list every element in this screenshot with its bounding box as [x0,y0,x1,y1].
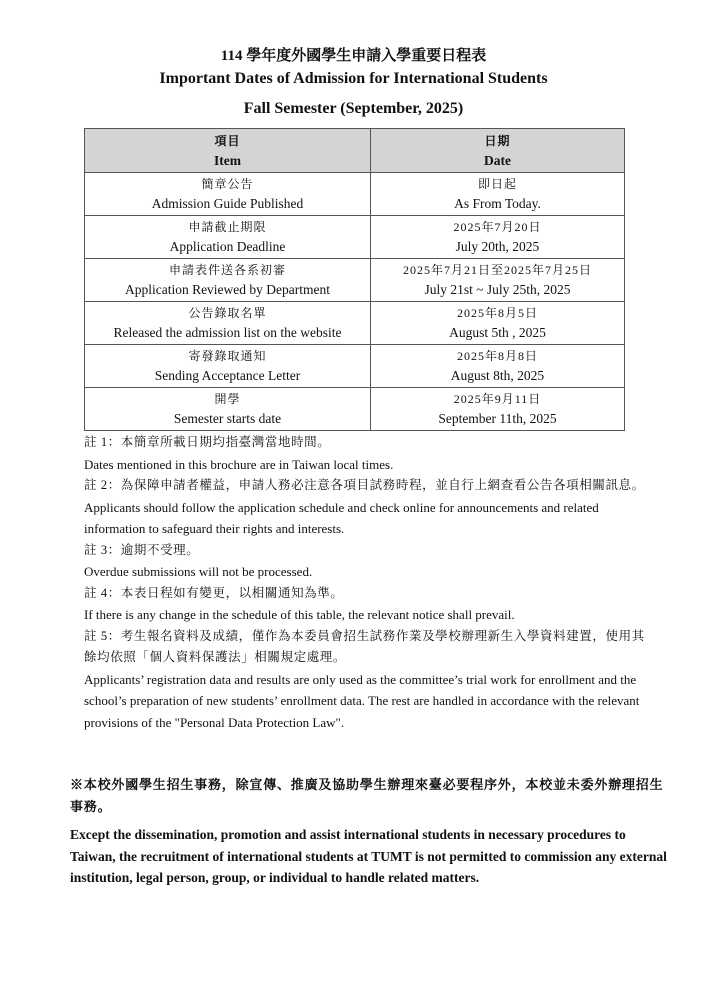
item-cell [85,216,371,259]
date-zh: 2025年8月5日 [456,306,538,320]
date-en: August 5th , 2025 [449,325,546,340]
date-en: August 8th, 2025 [450,368,545,383]
note-5-en: Applicants’ registration data and results are only used as the committee’s trial work for enrollment and the school’s preparation of new students’ enrollment data. The rest are handled in accordance with the relevant provisions of the "Personal Data Protection Law". [84,671,640,730]
date-cell [371,216,625,259]
schedule-table [84,128,625,431]
table-row [85,173,625,216]
item-cell [85,388,371,431]
item-cell [85,302,371,345]
item-zh: 簡章公告 [201,177,254,191]
date-zh: 2025年9月11日 [453,392,542,406]
note-2-en: Applicants should follow the application schedule and check online for announcements and related information to safeguard their rights and interests. [84,499,599,536]
date-cell [371,388,625,431]
item-cell [85,173,371,216]
date-en: September 11th, 2025 [438,411,557,426]
disclaimer-en: Except the dissemination, promotion and assist international students in necessary procedures to Taiwan, the recruitment of international students at TUMT is not permitted to commission any external institution, legal person, group, or individual to handle related matters. [70,827,667,885]
note-4-zh: 註 4：本表日程如有變更，以相關通知為準。 [84,585,344,600]
item-zh: 申請表件送各系初審 [168,263,286,277]
disclaimer-section [70,774,670,889]
note-1-en: Dates mentioned in this brochure are in Taiwan local times. [84,456,394,472]
date-en: As From Today. [454,196,541,211]
item-cell [85,259,371,302]
date-zh: 2025年7月20日 [453,220,542,234]
table-row [85,216,625,259]
column-header-zh: 日期 [484,133,511,148]
table-row [85,302,625,345]
date-en: July 20th, 2025 [455,239,540,254]
table-header-row [85,129,625,173]
item-en: Released the admission list on the website [113,325,342,340]
table-row [85,259,625,302]
item-zh: 公告錄取名單 [188,306,267,320]
date-cell [371,302,625,345]
title-english: Important Dates of Admission for International Students [159,70,548,87]
table-row [85,345,625,388]
item-en: Semester starts date [173,411,282,426]
date-zh: 2025年8月8日 [456,349,538,363]
item-zh: 開學 [214,392,241,406]
column-header-zh: 項目 [214,133,241,148]
item-en: Application Reviewed by Department [124,282,331,297]
date-cell [371,345,625,388]
item-en: Application Deadline [169,239,286,254]
note-2-zh: 註 2：為保障申請者權益，申請人務必注意各項目試務時程，並自行上網查看公告各項相關訊息。 [84,478,645,492]
column-header-en: Date [484,152,511,168]
note-4-en: If there is any change in the schedule of this table, the relevant notice shall prevail. [84,607,515,622]
item-cell [85,345,371,388]
subtitle-semester: Fall Semester (September, 2025) [243,100,464,117]
item-en: Admission Guide Published [151,196,304,211]
note-5-zh: 註 5：考生報名資料及成績，僅作為本委員會招生試務作業及學校辦理新生入學資料建置，使用其餘均依照「個人資料保護法」相關規定處理。 [84,628,645,664]
item-en: Sending Acceptance Letter [154,368,301,383]
date-zh: 2025年7月21日至2025年7月25日 [402,263,592,277]
note-3-zh: 註 3：逾期不受理。 [84,542,200,557]
column-header-item [85,129,371,173]
item-zh: 寄發錄取通知 [188,349,267,363]
date-zh: 即日起 [477,177,517,191]
date-cell [371,259,625,302]
date-en: July 21st ~ July 25th, 2025 [424,282,571,297]
notes-section [84,432,654,733]
item-zh: 申請截止期限 [188,220,267,234]
note-1-zh: 註 1：本簡章所載日期均指臺灣當地時間。 [84,435,331,449]
table-row [85,388,625,431]
note-3-en: Overdue submissions will not be processed. [84,564,313,579]
date-cell [371,173,625,216]
title-chinese: 114 學年度外國學生申請入學重要日程表 [220,48,487,64]
disclaimer-zh: ※本校外國學生招生事務，除宣傳、推廣及協助學生辦理來臺必要程序外，本校並未委外辦理招生事務。 [70,777,664,814]
column-header-en: Item [214,152,241,168]
column-header-date [371,129,625,173]
